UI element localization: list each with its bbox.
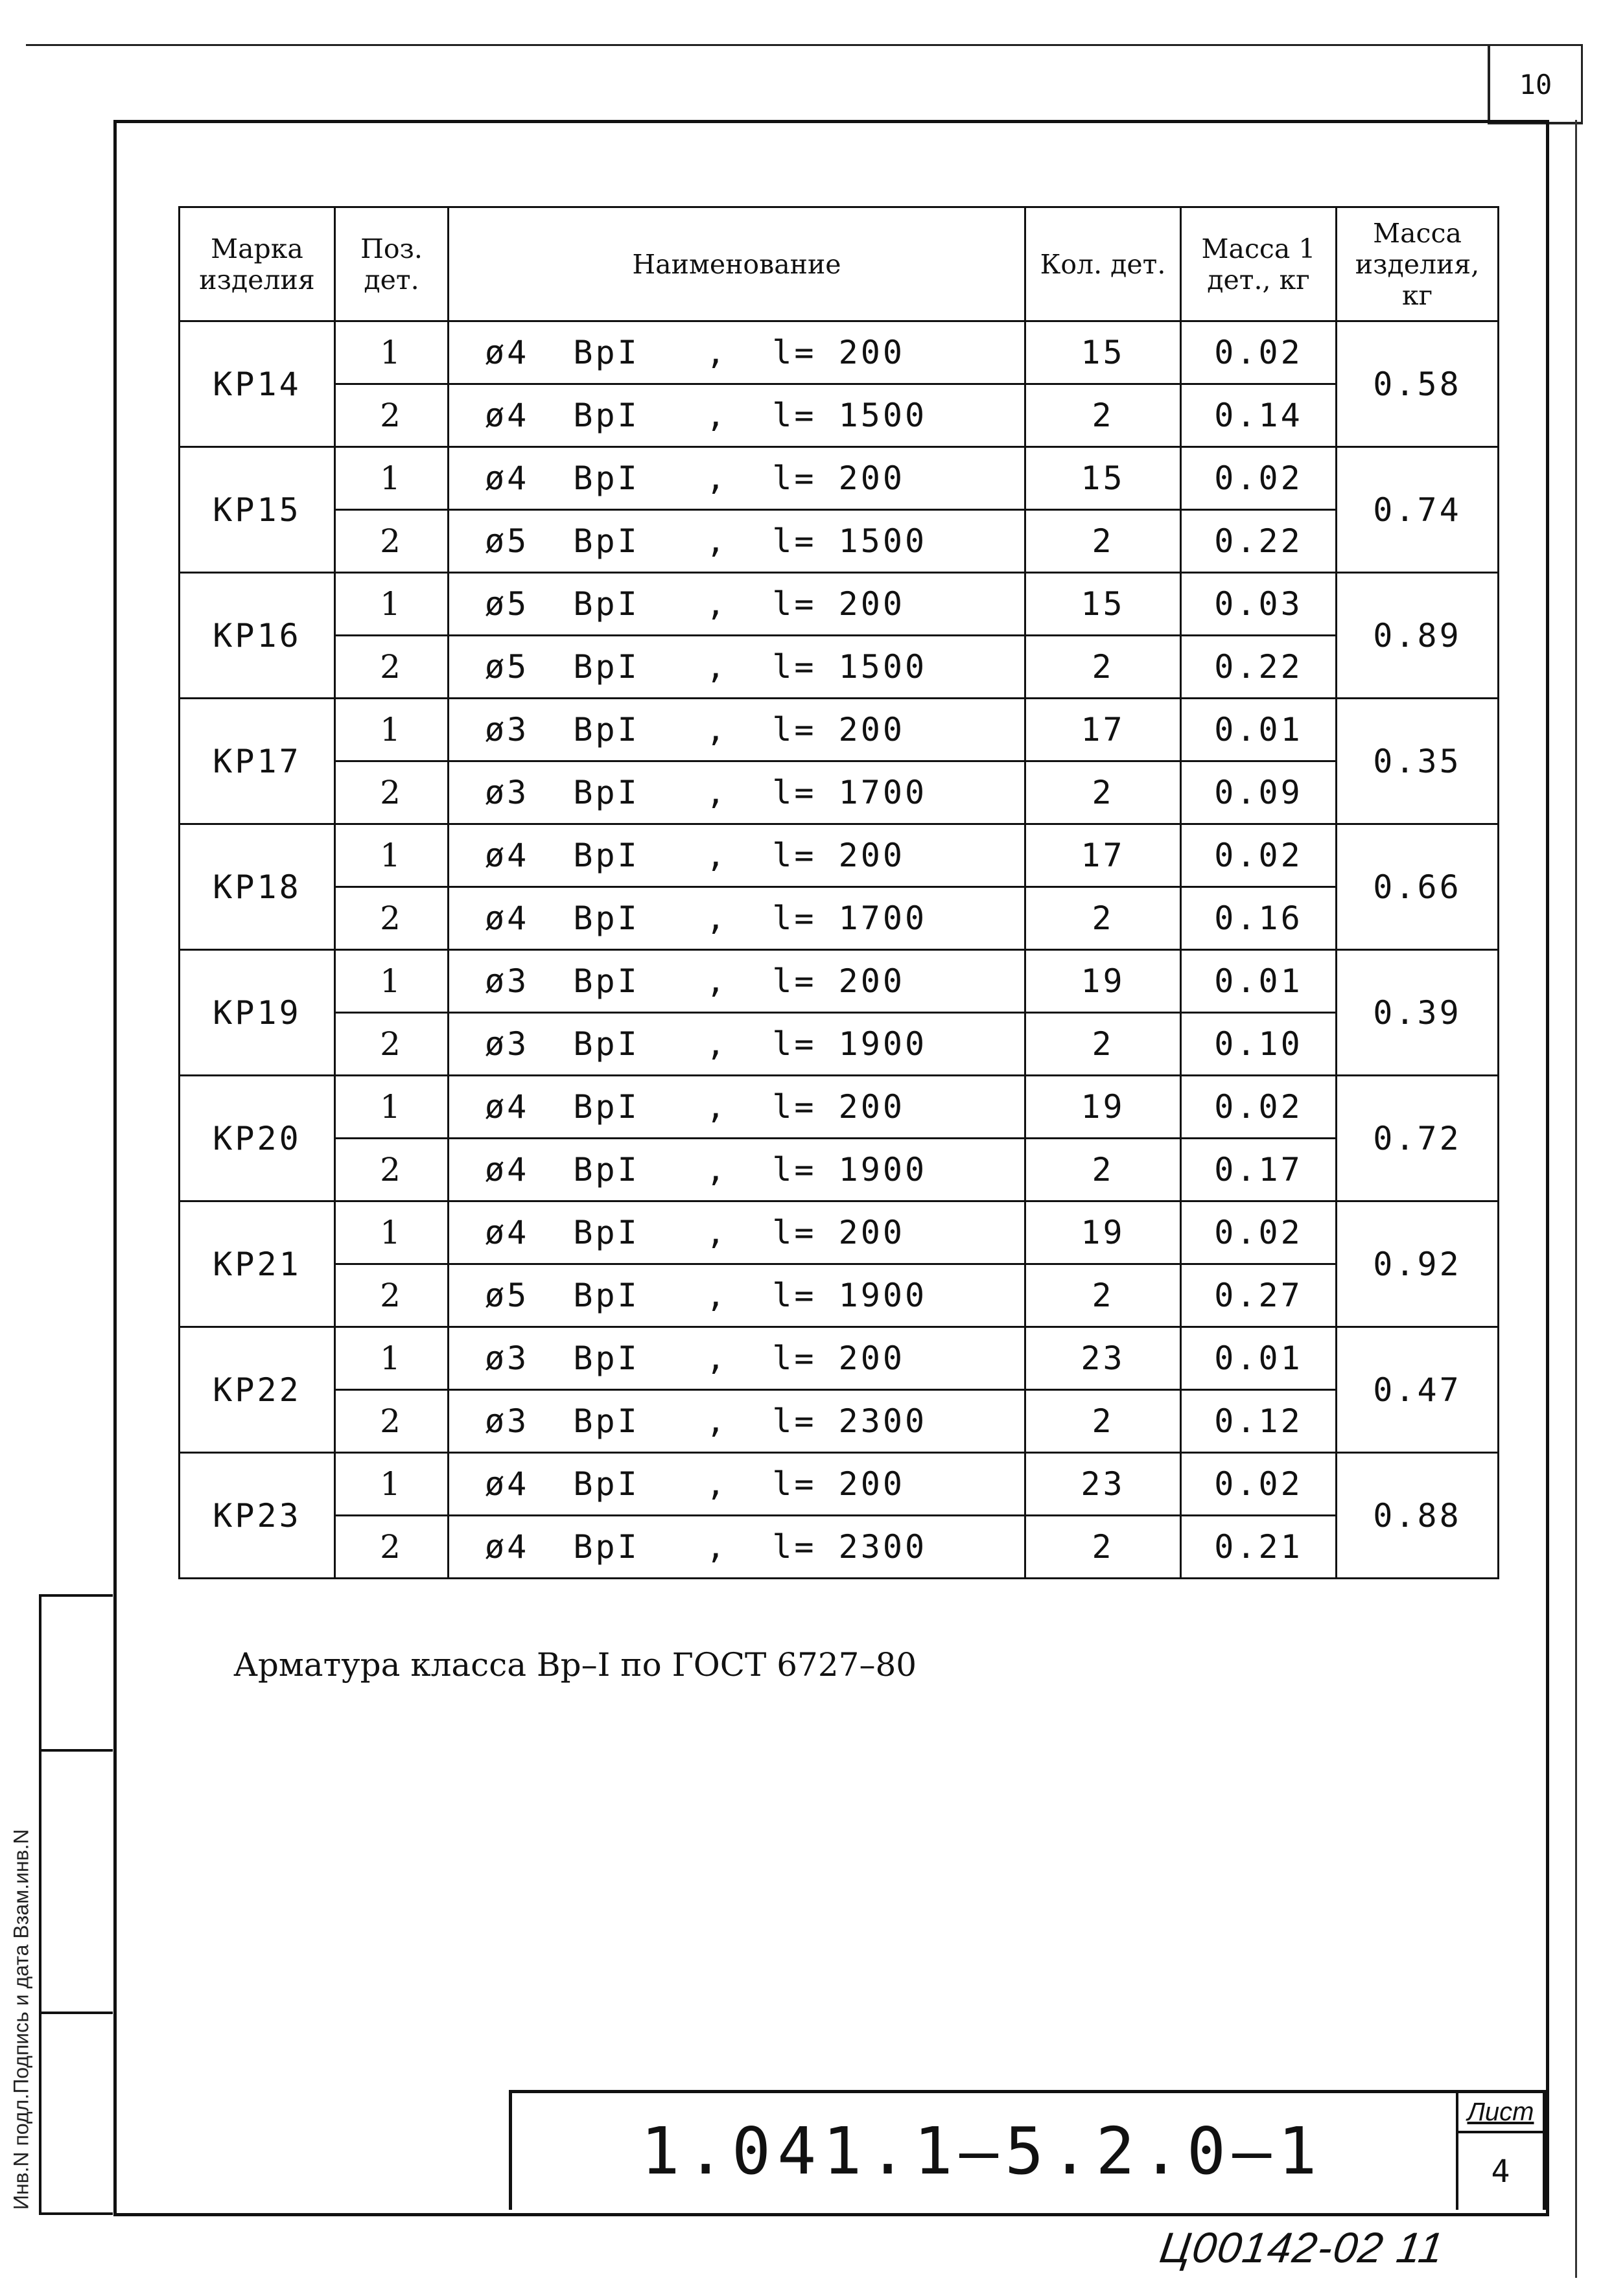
detail-quantity: 2 (1025, 887, 1181, 950)
detail-name: ø5 ВрI , l= 1500 (449, 510, 1025, 573)
detail-position: 1 (335, 950, 449, 1013)
item-mass: 0.39 (1337, 950, 1499, 1076)
item-mark: КР18 (180, 824, 335, 950)
side-stamp-column (39, 1594, 113, 2215)
side-stamp-label: Инв.N подл.Подпись и дата Взам.инв.N (9, 1829, 33, 2210)
detail-quantity: 19 (1025, 950, 1181, 1013)
right-margin-line (1575, 120, 1577, 2278)
detail-mass: 0.02 (1181, 447, 1337, 510)
detail-quantity: 15 (1025, 447, 1181, 510)
detail-name: ø3 ВрI , l= 1900 (449, 1013, 1025, 1076)
detail-mass: 0.22 (1181, 510, 1337, 573)
table-row (180, 1390, 1499, 1453)
detail-mass: 0.01 (1181, 699, 1337, 761)
detail-position: 2 (335, 1013, 449, 1076)
detail-quantity: 15 (1025, 573, 1181, 636)
side-stamp-divider (41, 1749, 113, 1752)
item-mass: 0.35 (1337, 699, 1499, 824)
item-mass: 0.74 (1337, 447, 1499, 573)
title-block (509, 2090, 1546, 2210)
detail-position: 1 (335, 447, 449, 510)
detail-quantity: 2 (1025, 1390, 1181, 1453)
detail-position: 2 (335, 761, 449, 824)
detail-name: ø4 ВрI , l= 2300 (449, 1516, 1025, 1579)
detail-quantity: 2 (1025, 1264, 1181, 1327)
table-row (180, 950, 1499, 1013)
detail-position: 1 (335, 1327, 449, 1390)
sheet-number: 4 (1456, 2133, 1543, 2210)
detail-name: ø4 ВрI , l= 200 (449, 824, 1025, 887)
detail-name: ø3 ВрI , l= 200 (449, 1327, 1025, 1390)
header-mark: Марка изделия (180, 207, 335, 321)
detail-name: ø4 ВрI , l= 200 (449, 1453, 1025, 1516)
specification-table (178, 206, 1499, 1579)
detail-quantity: 23 (1025, 1453, 1181, 1516)
table-row (180, 447, 1499, 510)
detail-mass: 0.17 (1181, 1139, 1337, 1201)
detail-mass: 0.02 (1181, 1453, 1337, 1516)
detail-name: ø4 ВрI , l= 1900 (449, 1139, 1025, 1201)
detail-mass: 0.12 (1181, 1390, 1337, 1453)
detail-name: ø4 ВрI , l= 200 (449, 1201, 1025, 1264)
detail-quantity: 17 (1025, 699, 1181, 761)
detail-name: ø4 ВрI , l= 200 (449, 321, 1025, 384)
table-row (180, 761, 1499, 824)
table-row (180, 824, 1499, 887)
detail-mass: 0.09 (1181, 761, 1337, 824)
table-row (180, 384, 1499, 447)
table-row (180, 1264, 1499, 1327)
table-row (180, 1516, 1499, 1579)
reinforcement-note: Арматура класса Вр–I по ГОСТ 6727–80 (233, 1646, 917, 1684)
detail-position: 2 (335, 636, 449, 699)
item-mark: КР19 (180, 950, 335, 1076)
detail-position: 1 (335, 321, 449, 384)
detail-position: 2 (335, 887, 449, 950)
item-mark: КР22 (180, 1327, 335, 1453)
detail-mass: 0.02 (1181, 1076, 1337, 1139)
item-mark: КР21 (180, 1201, 335, 1327)
detail-mass: 0.02 (1181, 321, 1337, 384)
table-row (180, 321, 1499, 384)
item-mass: 0.47 (1337, 1327, 1499, 1453)
top-border-line (26, 44, 1582, 46)
item-mark: КР17 (180, 699, 335, 824)
detail-mass: 0.10 (1181, 1013, 1337, 1076)
detail-position: 2 (335, 510, 449, 573)
detail-mass: 0.21 (1181, 1516, 1337, 1579)
item-mass: 0.66 (1337, 824, 1499, 950)
detail-position: 1 (335, 699, 449, 761)
detail-name: ø4 ВрI , l= 1700 (449, 887, 1025, 950)
item-mass: 0.88 (1337, 1453, 1499, 1579)
corner-sheet-box (1488, 44, 1583, 124)
header-mass-item: Масса изделия, кг (1337, 207, 1499, 321)
corner-sheet-number: 10 (1519, 69, 1552, 100)
detail-name: ø3 ВрI , l= 1700 (449, 761, 1025, 824)
table-row (180, 1453, 1499, 1516)
detail-quantity: 2 (1025, 1516, 1181, 1579)
side-stamp-divider (41, 2012, 113, 2014)
detail-name: ø4 ВрI , l= 200 (449, 1076, 1025, 1139)
table-row (180, 573, 1499, 636)
detail-mass: 0.01 (1181, 950, 1337, 1013)
detail-position: 2 (335, 384, 449, 447)
detail-quantity: 2 (1025, 510, 1181, 573)
detail-name: ø5 ВрI , l= 200 (449, 573, 1025, 636)
detail-position: 2 (335, 1264, 449, 1327)
item-mass: 0.89 (1337, 573, 1499, 699)
detail-position: 2 (335, 1516, 449, 1579)
header-name: Наименование (449, 207, 1025, 321)
detail-name: ø4 ВрI , l= 200 (449, 447, 1025, 510)
table-row (180, 1013, 1499, 1076)
detail-mass: 0.22 (1181, 636, 1337, 699)
table-body (180, 321, 1499, 1579)
detail-position: 1 (335, 824, 449, 887)
detail-quantity: 23 (1025, 1327, 1181, 1390)
table-row (180, 1327, 1499, 1390)
sheet-label: Лист (1456, 2093, 1543, 2133)
detail-name: ø5 ВрI , l= 1500 (449, 636, 1025, 699)
item-mass: 0.72 (1337, 1076, 1499, 1201)
table-row (180, 887, 1499, 950)
archive-code: Ц00142-02 11 (1156, 2223, 1447, 2271)
header-mass-one: Масса 1 дет., кг (1181, 207, 1337, 321)
detail-mass: 0.27 (1181, 1264, 1337, 1327)
detail-quantity: 2 (1025, 636, 1181, 699)
detail-mass: 0.02 (1181, 824, 1337, 887)
detail-mass: 0.01 (1181, 1327, 1337, 1390)
detail-position: 2 (335, 1139, 449, 1201)
table-row (180, 1201, 1499, 1264)
detail-position: 1 (335, 1076, 449, 1139)
detail-name: ø3 ВрI , l= 2300 (449, 1390, 1025, 1453)
table-row (180, 1139, 1499, 1201)
detail-quantity: 19 (1025, 1201, 1181, 1264)
header-pos: Поз. дет. (335, 207, 449, 321)
table-row (180, 636, 1499, 699)
detail-quantity: 17 (1025, 824, 1181, 887)
detail-quantity: 15 (1025, 321, 1181, 384)
document-number: 1.041.1–5.2.0–1 (640, 2113, 1324, 2189)
detail-position: 1 (335, 1201, 449, 1264)
table-row (180, 510, 1499, 573)
detail-name: ø3 ВрI , l= 200 (449, 950, 1025, 1013)
item-mark: КР15 (180, 447, 335, 573)
detail-quantity: 2 (1025, 384, 1181, 447)
table-header-row (180, 207, 1499, 321)
detail-mass: 0.03 (1181, 573, 1337, 636)
detail-quantity: 2 (1025, 1139, 1181, 1201)
item-mass: 0.58 (1337, 321, 1499, 447)
item-mark: КР23 (180, 1453, 335, 1579)
detail-mass: 0.14 (1181, 384, 1337, 447)
detail-quantity: 2 (1025, 761, 1181, 824)
detail-quantity: 2 (1025, 1013, 1181, 1076)
item-mark: КР20 (180, 1076, 335, 1201)
detail-name: ø3 ВрI , l= 200 (449, 699, 1025, 761)
item-mark: КР16 (180, 573, 335, 699)
detail-position: 1 (335, 1453, 449, 1516)
detail-position: 1 (335, 573, 449, 636)
item-mass: 0.92 (1337, 1201, 1499, 1327)
detail-name: ø5 ВрI , l= 1900 (449, 1264, 1025, 1327)
header-qty: Кол. дет. (1025, 207, 1181, 321)
table-row (180, 699, 1499, 761)
item-mark: КР14 (180, 321, 335, 447)
detail-position: 2 (335, 1390, 449, 1453)
detail-name: ø4 ВрI , l= 1500 (449, 384, 1025, 447)
detail-quantity: 19 (1025, 1076, 1181, 1139)
detail-mass: 0.16 (1181, 887, 1337, 950)
detail-mass: 0.02 (1181, 1201, 1337, 1264)
table-row (180, 1076, 1499, 1139)
